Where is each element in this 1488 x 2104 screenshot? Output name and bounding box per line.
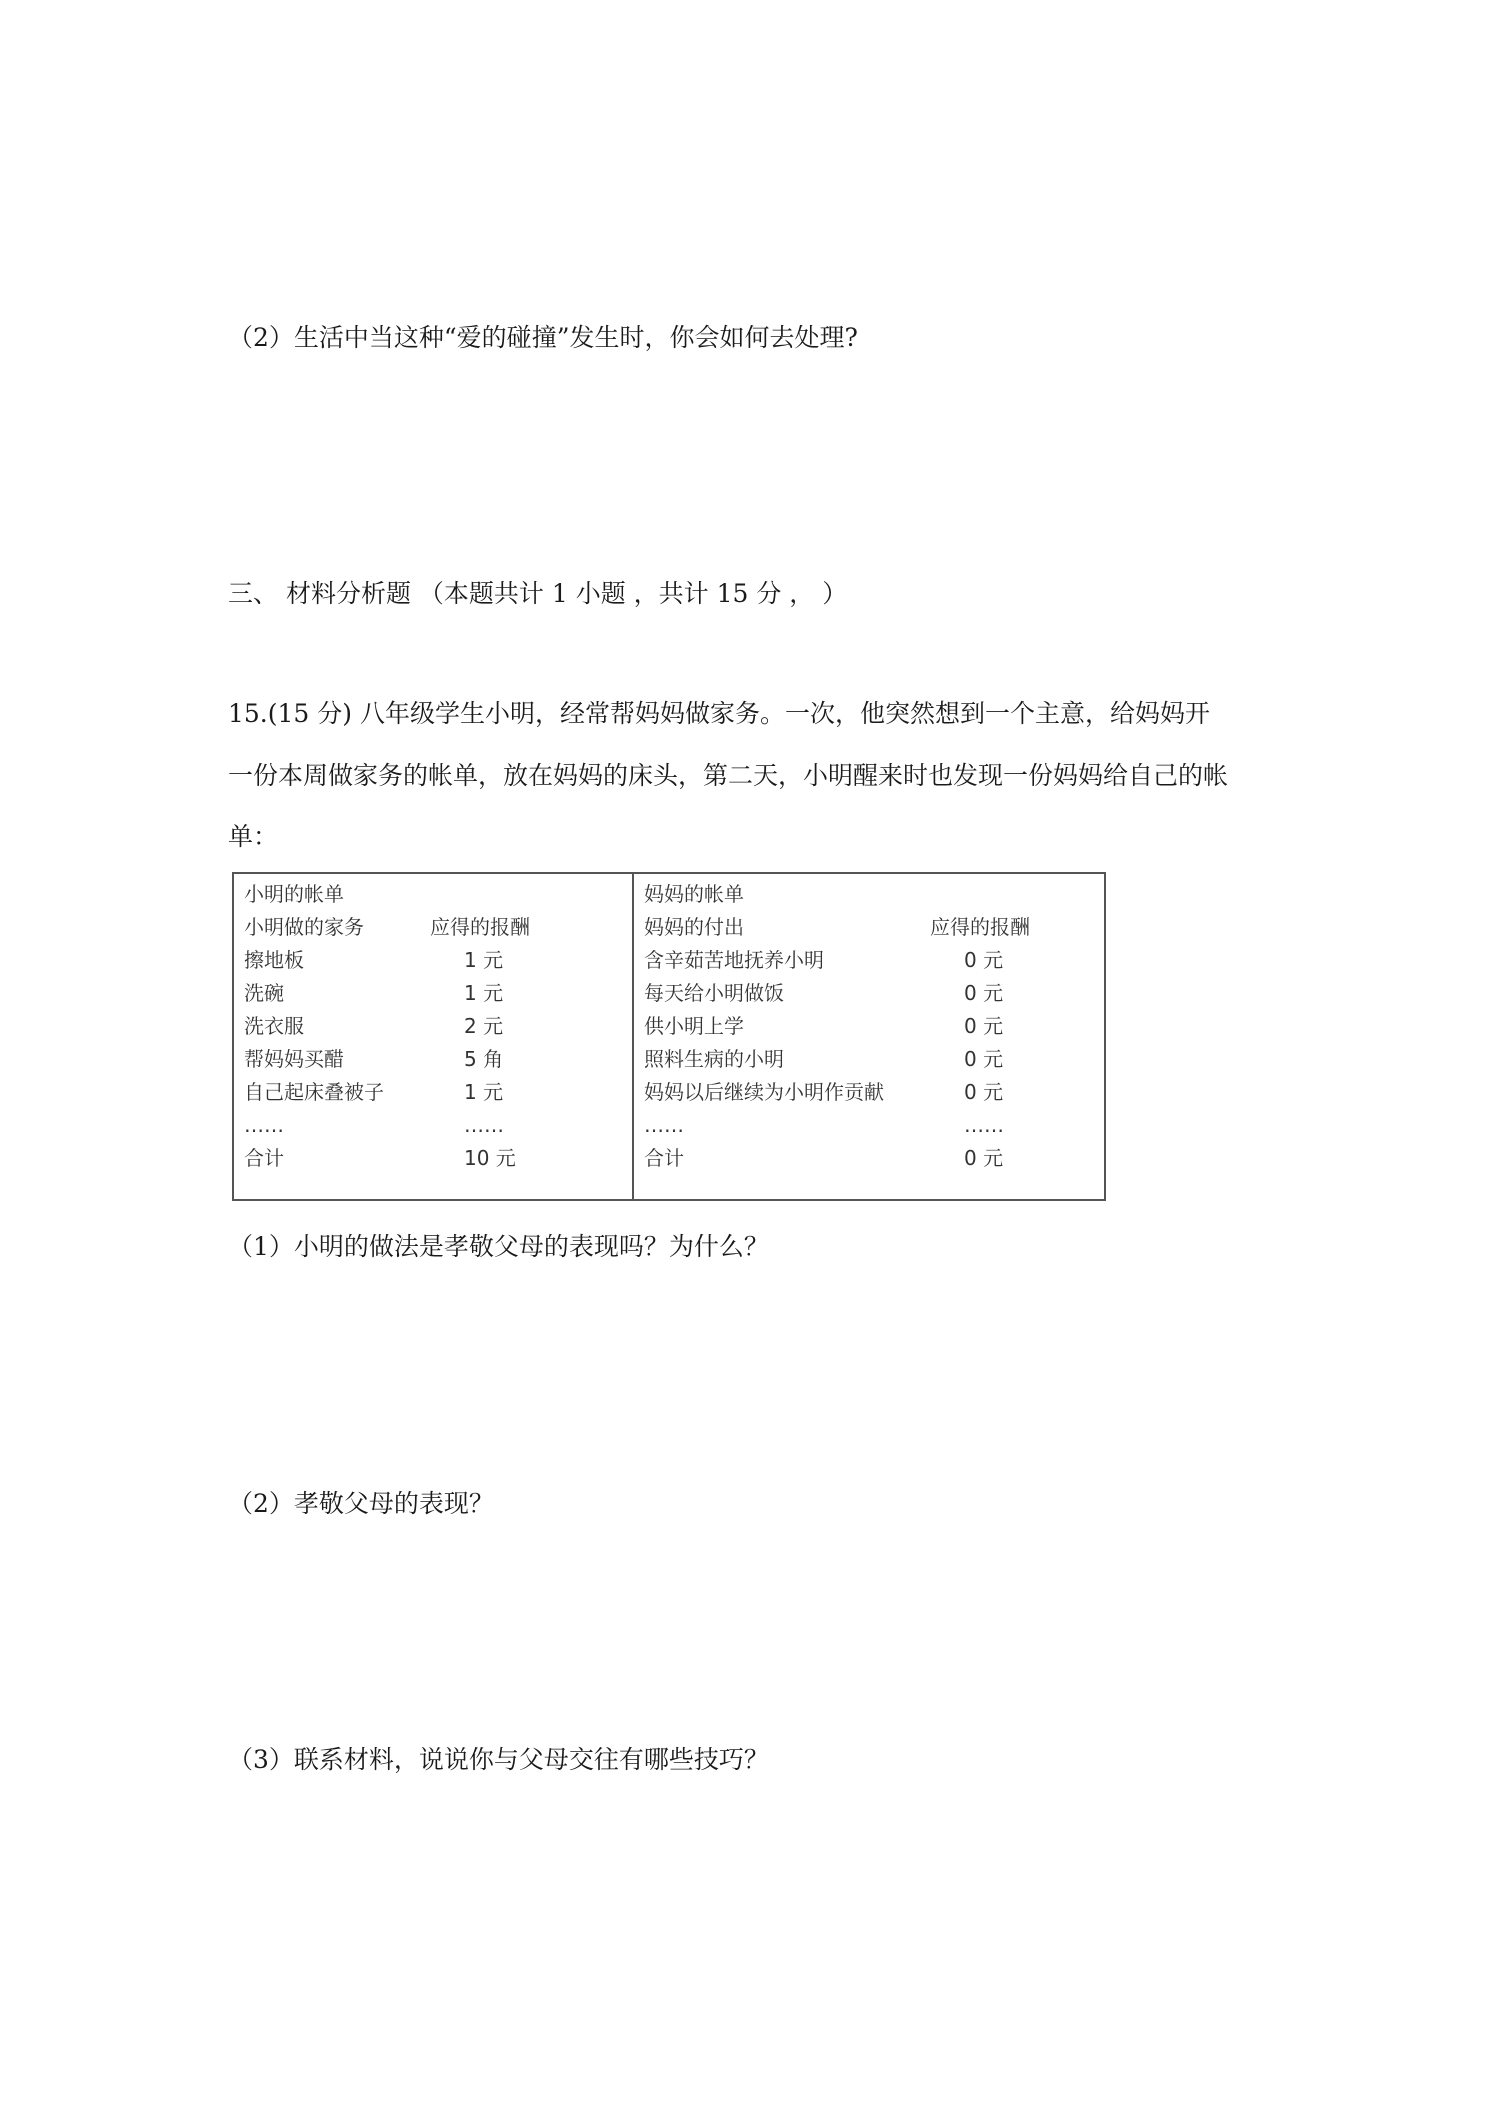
table-row [244,1043,622,1076]
bill-item: 帮妈妈买醋 [244,1047,344,1071]
bill-amount: …… [964,1113,1004,1137]
table-row [644,1043,1094,1076]
mama-bill [634,874,1104,1199]
bill-item: 每天给小明做饭 [644,981,784,1005]
total-label: 合计 [644,1146,684,1170]
table-row [244,1109,622,1142]
bill-item: …… [644,1113,684,1137]
table-row [244,977,622,1010]
bill-item: …… [244,1113,284,1137]
bill-amount: 0 元 [964,1047,1004,1071]
xiaoming-bill-title: 小明的帐单 [244,882,344,906]
bill-amount: 0 元 [964,948,1004,972]
bill-amount: …… [464,1113,504,1137]
table-row [644,944,1094,977]
table-row [644,1076,1094,1109]
total-label: 合计 [244,1146,284,1170]
table-row [644,1109,1094,1142]
bill-item: 自己起床叠被子 [244,1080,384,1104]
bills-table [232,872,1106,1201]
question-15-line-3: 单： [228,822,279,851]
bill-amount: 1 元 [464,948,504,972]
mama-total-row [644,1142,1094,1175]
mama-bill-header [644,911,1094,944]
bill-item: 供小明上学 [644,1014,744,1038]
bill-amount: 1 元 [464,981,504,1005]
table-row [644,1010,1094,1043]
mama-bill-title: 妈妈的帐单 [644,882,744,906]
table-row [244,1076,622,1109]
total-amount: 10 元 [464,1146,516,1170]
table-row [244,1010,622,1043]
xiaoming-bill [234,874,634,1199]
question-15-line-1: 15.(15 分) 八年级学生小明，经常帮妈妈做家务。一次，他突然想到一个主意，给妈妈开 [228,699,1210,728]
xiaoming-bill-header [244,911,622,944]
bill-item: 照料生病的小明 [644,1047,784,1071]
question-15-part-2: （2）孝敬父母的表现？ [228,1489,494,1518]
section-3-title: 三、 材料分析题 （本题共计 1 小题 ，共计 15 分 ， ） [228,579,848,608]
bill-amount: 1 元 [464,1080,504,1104]
table-row [244,944,622,977]
bill-item: 洗衣服 [244,1014,304,1038]
table-row [644,977,1094,1010]
mama-header-amount: 应得的报酬 [930,915,1030,939]
question-15-line-2: 一份本周做家务的帐单，放在妈妈的床头，第二天，小明醒来时也发现一份妈妈给自己的帐 [228,761,1229,790]
total-amount: 0 元 [964,1146,1004,1170]
xiaoming-header-item: 小明做的家务 [244,915,364,939]
question-14-part-2: （2）生活中当这种“爱的碰撞”发生时，你会如何去处理? [228,323,858,352]
bill-item: 洗碗 [244,981,284,1005]
bill-item: 擦地板 [244,948,304,972]
bill-item: 妈妈以后继续为小明作贡献 [644,1080,884,1104]
xiaoming-total-row [244,1142,622,1175]
bill-amount: 0 元 [964,1080,1004,1104]
bill-amount: 5 角 [464,1047,504,1071]
xiaoming-header-amount: 应得的报酬 [430,915,530,939]
mama-header-item: 妈妈的付出 [644,915,744,939]
bill-amount: 0 元 [964,981,1004,1005]
question-15-part-3: （3）联系材料，说说你与父母交往有哪些技巧？ [228,1745,769,1774]
bill-amount: 2 元 [464,1014,504,1038]
question-15-part-1: （1）小明的做法是孝敬父母的表现吗？为什么？ [228,1232,769,1261]
bill-item: 含辛茹苦地抚养小明 [644,948,824,972]
bill-amount: 0 元 [964,1014,1004,1038]
